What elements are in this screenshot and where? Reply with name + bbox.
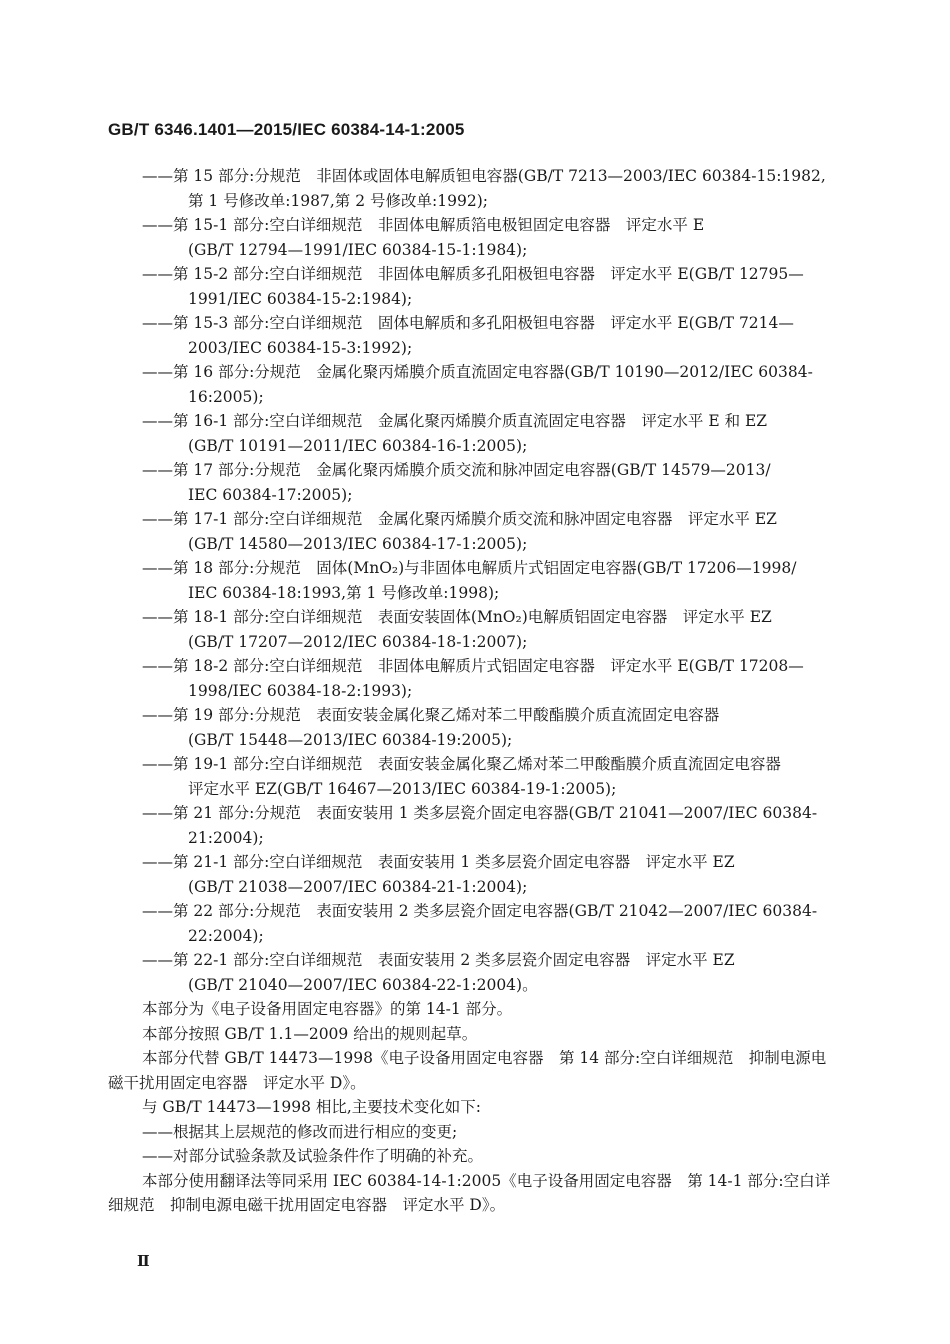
- paragraph-line: 本部分使用翻译法等同采用 IEC 60384-14-1:2005《电子设备用固定电容器 第 14-1 部分:空白详: [142, 1171, 831, 1190]
- paragraph: [108, 1095, 858, 1120]
- list-item: [108, 605, 858, 654]
- list-item-line: ——第 15-2 部分:空白详细规范 非固体电解质多孔阳极钽电容器 评定水平 E(GB/T 12795—: [142, 265, 804, 283]
- list-item: [108, 262, 858, 311]
- list-item: [108, 311, 858, 360]
- paragraph-line: ——根据其上层规范的修改而进行相应的变更;: [142, 1122, 458, 1141]
- list-item-line: ——第 16-1 部分:空白详细规范 金属化聚丙烯膜介质直流固定电容器 评定水平 E 和 EZ: [142, 412, 768, 430]
- list-item-line: ——第 15 部分:分规范 非固体或固体电解质钽电容器(GB/T 7213—2003/IEC 60384-15:1982,: [142, 167, 826, 185]
- list-item: [108, 409, 858, 458]
- list-item: [108, 213, 858, 262]
- list-item-continuation: 2003/IEC 60384-15-3:1992);: [188, 338, 413, 357]
- standard-parts-list: [108, 164, 858, 997]
- list-item-line: ——第 22-1 部分:空白详细规范 表面安装用 2 类多层瓷介固定电容器 评定水平 EZ: [142, 951, 735, 969]
- list-item-line: ——第 19-1 部分:空白详细规范 表面安装金属化聚乙烯对苯二甲酸酯膜介质直流固定电容器: [142, 755, 781, 773]
- paragraph: [108, 1169, 858, 1218]
- list-item-continuation: (GB/T 14580—2013/IEC 60384-17-1:2005);: [188, 534, 528, 553]
- paragraph-line: 本部分按照 GB/T 1.1—2009 给出的规则起草。: [142, 1024, 478, 1043]
- paragraph-line: ——对部分试验条款及试验条件作了明确的补充。: [142, 1147, 484, 1165]
- list-item-line: ——第 22 部分:分规范 表面安装用 2 类多层瓷介固定电容器(GB/T 21042—2007/IEC 60384-: [142, 902, 818, 920]
- list-item-line: ——第 21-1 部分:空白详细规范 表面安装用 1 类多层瓷介固定电容器 评定水平 EZ: [142, 853, 735, 871]
- list-item-line: ——第 15-1 部分:空白详细规范 非固体电解质箔电极钽固定电容器 评定水平 E: [142, 216, 705, 234]
- list-item-line: ——第 19 部分:分规范 表面安装金属化聚乙烯对苯二甲酸酯膜介质直流固定电容器: [142, 706, 720, 724]
- paragraph: [108, 997, 858, 1022]
- paragraph-line: 本部分为《电子设备用固定电容器》的第 14-1 部分。: [142, 1000, 513, 1018]
- list-item-continuation: IEC 60384-17:2005);: [188, 485, 353, 504]
- list-item-continuation: IEC 60384-18:1993,第 1 号修改单:1998);: [188, 583, 500, 602]
- page-number: Ⅱ: [137, 1252, 150, 1270]
- list-item: [108, 948, 858, 997]
- list-item: [108, 458, 858, 507]
- document-body: [108, 164, 858, 1218]
- list-item-line: ——第 17-1 部分:空白详细规范 金属化聚丙烯膜介质交流和脉冲固定电容器 评定水平 EZ: [142, 510, 777, 528]
- list-item: [108, 654, 858, 703]
- paragraph: [108, 1120, 858, 1145]
- paragraph-line: 与 GB/T 14473—1998 相比,主要技术变化如下:: [142, 1098, 482, 1116]
- list-item: [108, 164, 858, 213]
- list-item-continuation: (GB/T 21040—2007/IEC 60384-22-1:2004)。: [188, 975, 538, 994]
- list-item-continuation: 1998/IEC 60384-18-2:1993);: [188, 681, 413, 700]
- list-item-line: ——第 18-1 部分:空白详细规范 表面安装固体(MnO₂)电解质铝固定电容器 评定水平 EZ: [142, 608, 772, 626]
- list-item-continuation: (GB/T 12794—1991/IEC 60384-15-1:1984);: [188, 240, 528, 259]
- list-item-continuation: 22:2004);: [188, 926, 264, 945]
- list-item: [108, 507, 858, 556]
- list-item-continuation: 评定水平 EZ(GB/T 16467—2013/IEC 60384-19-1:2005);: [188, 779, 617, 798]
- list-item-line: ——第 15-3 部分:空白详细规范 固体电解质和多孔阳极钽电容器 评定水平 E(GB/T 7214—: [142, 314, 794, 332]
- list-item: [108, 752, 858, 801]
- foreword-paragraphs: [108, 997, 858, 1218]
- list-item-continuation: 1991/IEC 60384-15-2:1984);: [188, 289, 413, 308]
- list-item-line: ——第 18-2 部分:空白详细规范 非固体电解质片式铝固定电容器 评定水平 E(GB/T 17208—: [142, 657, 804, 675]
- paragraph: [108, 1022, 858, 1047]
- paragraph-continuation: 细规范 抑制电源电磁干扰用固定电容器 评定水平 D》。: [108, 1196, 506, 1214]
- list-item-continuation: 21:2004);: [188, 828, 264, 847]
- paragraph-continuation: 磁干扰用固定电容器 评定水平 D》。: [108, 1073, 366, 1092]
- list-item-continuation: (GB/T 10191—2011/IEC 60384-16-1:2005);: [188, 436, 528, 455]
- list-item: [108, 556, 858, 605]
- standard-code-header: GB/T 6346.1401—2015/IEC 60384-14-1:2005: [108, 120, 465, 139]
- list-item-line: ——第 21 部分:分规范 表面安装用 1 类多层瓷介固定电容器(GB/T 21041—2007/IEC 60384-: [142, 804, 818, 822]
- list-item: [108, 360, 858, 409]
- list-item-line: ——第 18 部分:分规范 固体(MnO₂)与非固体电解质片式铝固定电容器(GB/T 17206—1998/: [142, 559, 797, 577]
- paragraph: [108, 1046, 858, 1095]
- list-item-line: ——第 16 部分:分规范 金属化聚丙烯膜介质直流固定电容器(GB/T 10190—2012/IEC 60384-: [142, 363, 813, 381]
- paragraph: [108, 1144, 858, 1169]
- list-item: [108, 801, 858, 850]
- list-item-line: ——第 17 部分:分规范 金属化聚丙烯膜介质交流和脉冲固定电容器(GB/T 14579—2013/: [142, 461, 771, 479]
- list-item-continuation: (GB/T 21038—2007/IEC 60384-21-1:2004);: [188, 877, 528, 896]
- list-item-continuation: (GB/T 17207—2012/IEC 60384-18-1:2007);: [188, 632, 528, 651]
- list-item: [108, 899, 858, 948]
- list-item-continuation: 16:2005);: [188, 387, 264, 406]
- list-item-continuation: 第 1 号修改单:1987,第 2 号修改单:1992);: [188, 191, 488, 210]
- list-item-continuation: (GB/T 15448—2013/IEC 60384-19:2005);: [188, 730, 513, 749]
- list-item: [108, 850, 858, 899]
- list-item: [108, 703, 858, 752]
- paragraph-line: 本部分代替 GB/T 14473—1998《电子设备用固定电容器 第 14 部分:空白详细规范 抑制电源电: [142, 1049, 827, 1067]
